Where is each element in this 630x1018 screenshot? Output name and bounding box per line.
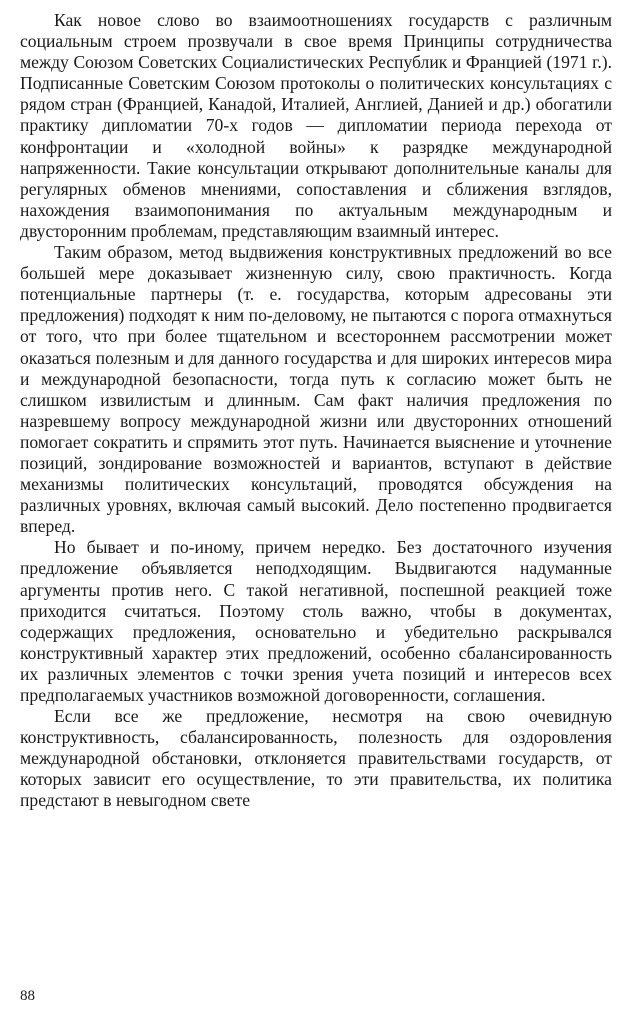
paragraph-2: Таким образом, метод выдвижения конструктивных предложений во все большей мере доказывает жизненную силу, свою практичность. Когда потенциальные партнеры (т. е. государства, которым адресованы эти предложения) подходят к ним по-деловому, не пытаются с порога отмахнуться от того, что при более тщательном и всестороннем рассмотрении может оказаться полезным и для данного государства и для широких интересов мира и международной безопасности, тогда путь к согласию может быть не слишком извилистым и длинным. Сам факт наличия предложения по назревшему вопросу международной жизни или двусторонних отношений помогает сократить и спрямить этот путь. Начинается выяснение и уточнение позиций, зондирование возможностей и вариантов, вступают в действие механизмы политических консультаций, проводятся обсуждения на различных уровнях, включая самый высокий. Дело постепенно продвигается вперед. [20,242,612,537]
book-page [20,10,612,1006]
paragraph-1: Как новое слово во взаимоотношениях государств с различным социальным строем прозвучали в свое время Принципы сотрудничества между Союзом Советских Социалистических Республик и Францией (1971 г.). Подписанные Советским Союзом протоколы о политических консультациях с рядом стран (Францией, Канадой, Италией, Англией, Данией и др.) обогатили практику дипломатии 70-х годов — дипломатии периода перехода от конфронтации и «холодной войны» к разрядке международной напряженности. Такие консультации открывают дополнительные каналы для регулярных обменов мнениями, сопоставления и сближения взглядов, нахождения взаимопонимания по актуальным международным и двусторонним проблемам, представляющим взаимный интерес. [20,10,612,241]
paragraph-3: Но бывает и по-иному, причем нередко. Без достаточного изучения предложение объявляется неподходящим. Выдвигаются надуманные аргументы против него. С такой негативной, поспешной реакцией тоже приходится считаться. Поэтому столь важно, чтобы в документах, содержащих предложения, основательно и убедительно раскрывался конструктивный характер этих предложений, особенно сбалансированность их различных элементов с точки зрения учета позиций и интересов всех предполагаемых участников возможной договоренности, соглашения. [20,537,612,705]
paragraph-4: Если все же предложение, несмотря на свою очевидную конструктивность, сбалансированность, полезность для оздоровления международной обстановки, отклоняется правительствами государств, от которых зависит его осуществление, то эти правительства, их политика предстают в невыгодном свете [20,706,612,811]
page-number: 88 [20,988,35,1004]
